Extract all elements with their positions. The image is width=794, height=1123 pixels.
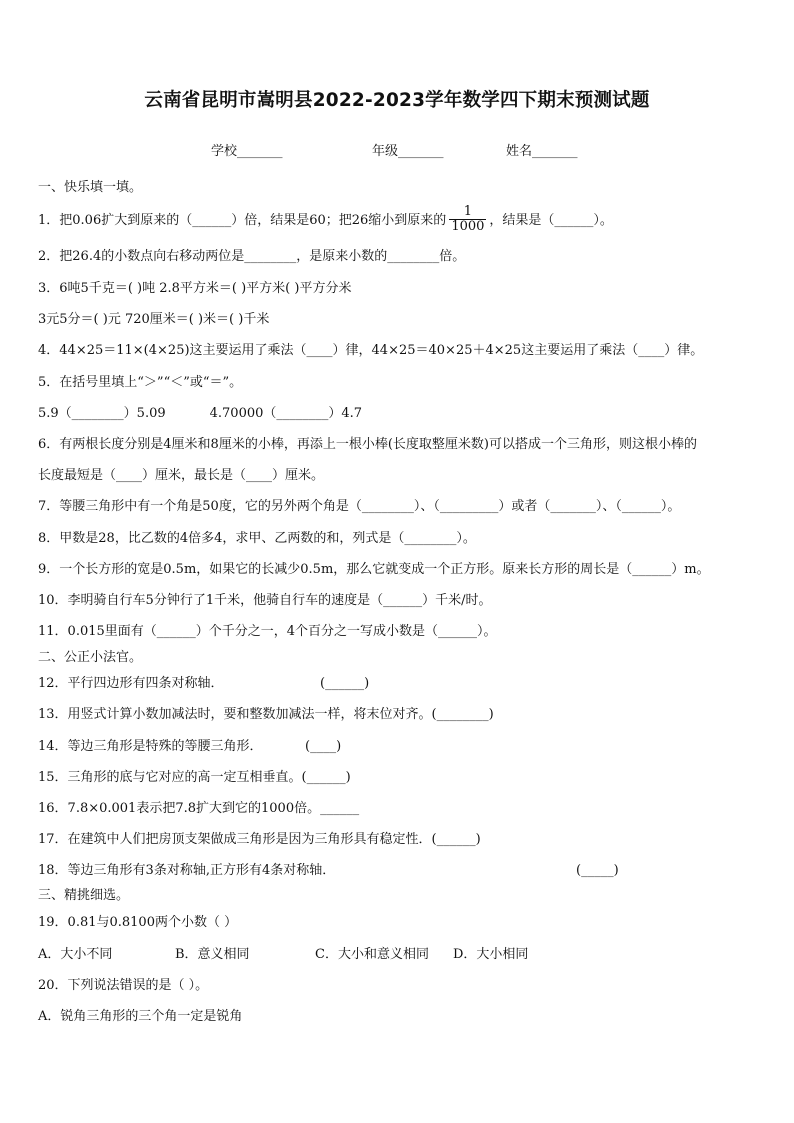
question-14-answer-blank: (____) [305, 739, 342, 754]
question-15: 15．三角形的底与它对应的高一定互相垂直。(______) [38, 770, 351, 785]
question-1 [38, 205, 613, 237]
fraction-numerator: 1 [463, 204, 472, 219]
question-5: 5．在括号里填上“＞”“＜”或“＝”。 [38, 375, 243, 390]
question-14: 14．等边三角形是特殊的等腰三角形． [38, 739, 263, 754]
name-field: 姓名_______ [506, 144, 578, 159]
grade-field: 年级_______ [372, 144, 444, 159]
fraction-denominator: 1000 [451, 219, 485, 234]
question-17: 17．在建筑中人们把房顶支架做成三角形是因为三角形具有稳定性．(______) [38, 832, 481, 847]
comparison-a: 5.9（________）5.09 [38, 406, 166, 421]
question-13: 13．用竖式计算小数加减法时，要和整数加减法一样，将末位对齐。(________) [38, 707, 494, 722]
question-5-comparisons [38, 406, 362, 422]
section-1-heading: 一、快乐填一填。 [38, 180, 143, 195]
question-16: 16．7.8×0.001表示把7.8扩大到它的1000倍。______ [38, 801, 360, 816]
question-11: 11．0.015里面有（______）个千分之一，4个百分之一写成小数是（______）。 [38, 624, 497, 639]
question-20-option-a: A．锐角三角形的三个角一定是锐角 [38, 1009, 243, 1024]
school-field: 学校_______ [211, 144, 283, 159]
section-3-heading: 三、精挑细选。 [38, 888, 130, 903]
question-12: 12．平行四边形有四条对称轴． [38, 676, 224, 691]
fraction [449, 205, 486, 234]
question-19-option-a: A．大小不同 [38, 947, 113, 962]
question-8: 8．甲数是28，比乙数的4倍多4，求甲、乙两数的和，列式是（________）。 [38, 531, 476, 546]
question-20: 20．下列说法错误的是（ ）。 [38, 978, 209, 993]
question-19-option-c: C．大小和意义相同 [315, 947, 429, 962]
question-1-text-a: 1．把0.06扩大到原来的（______）倍，结果是60；把26缩小到原来的 [38, 213, 447, 228]
page-title: 云南省昆明市嵩明县2022-2023学年数学四下期末预测试题 [144, 90, 650, 111]
question-1-text-b: ，结果是（______）。 [489, 213, 613, 228]
question-10: 10．李明骑自行车5分钟行了1千米，他骑自行车的速度是（______）千米/时。 [38, 593, 492, 608]
question-9: 9．一个长方形的宽是0.5m，如果它的长减少0.5m，那么它就变成一个正方形。原来长方形的周长是（______）m。 [38, 562, 710, 577]
question-12-answer-blank: (______) [320, 676, 370, 691]
question-3a: 3．6吨5千克＝( )吨 2.8平方米＝( )平方米( )平方分米 [38, 281, 352, 296]
comparison-b: 4.70000（________）4.7 [209, 406, 363, 421]
question-19-option-d: D．大小相同 [453, 947, 529, 962]
question-3b: 3元5分＝( )元 720厘米＝( )米＝( )千米 [38, 312, 270, 327]
question-19-option-b: B．意义相同 [175, 947, 250, 962]
question-6a: 6．有两根长度分别是4厘米和8厘米的小棒，再添上一根小棒(长度取整厘米数)可以搭成一个三角形，则这根小棒的 [38, 437, 697, 452]
question-2: 2．把26.4的小数点向右移动两位是________，是原来小数的________倍。 [38, 249, 466, 264]
question-18-answer-blank: (_____) [576, 863, 619, 878]
question-4: 4．44×25＝11×(4×25)这主要运用了乘法（____）律，44×25＝40×25＋4×25这主要运用了乘法（____）律。 [38, 343, 704, 358]
question-6b: 长度最短是（____）厘米，最长是（____）厘米。 [38, 468, 325, 483]
section-2-heading: 二、公正小法官。 [38, 650, 143, 665]
question-19: 19．0.81与0.8100两个小数（ ） [38, 915, 238, 930]
question-18: 18．等边三角形有3条对称轴,正方形有4条对称轴． [38, 863, 336, 878]
question-7: 7．等腰三角形中有一个角是50度，它的另外两个角是（________）、（_________）或者（_______）、（______）。 [38, 499, 681, 514]
